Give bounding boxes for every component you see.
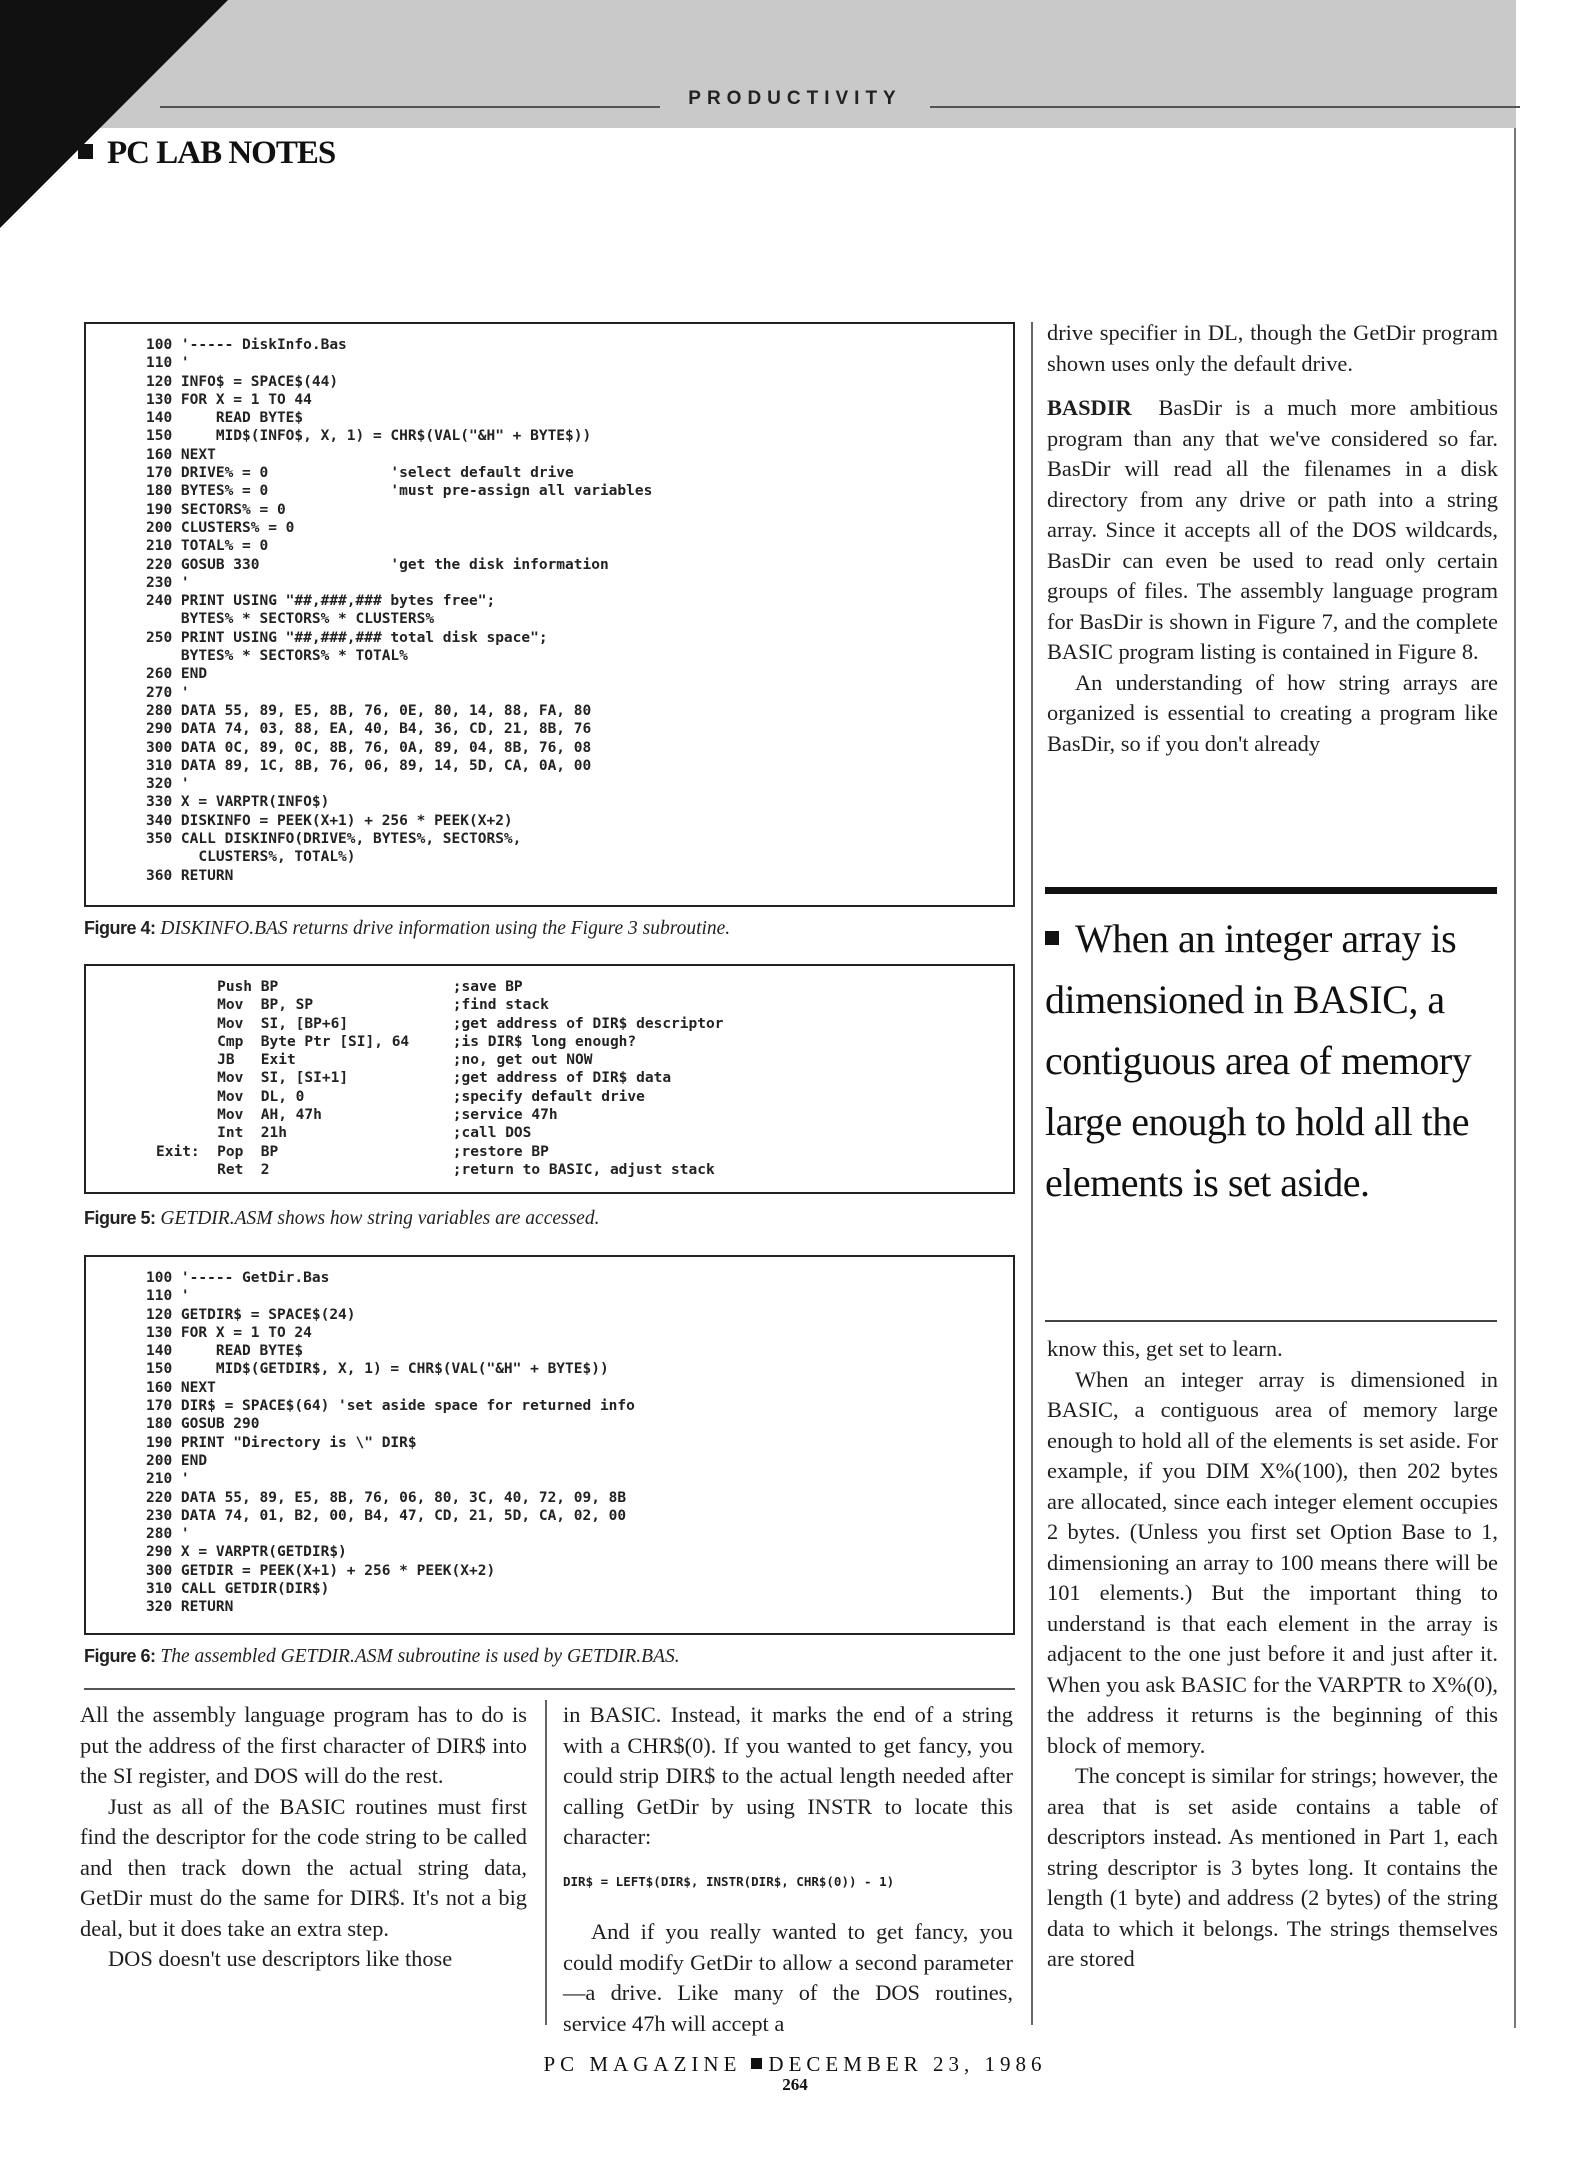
section-title [78, 135, 335, 172]
figure-5-caption-text: GETDIR.ASM shows how string variables are accessed. [160, 1208, 600, 1229]
figure-5-code: Push BP ;save BP Mov BP, SP ;find stack Mov SI, [BP+6] ;get address of DIR$ descriptor Cmp Byte Ptr [SI], 64 ;is DIR$ long enough? JB Exit ;no, get out NOW Mov SI, [SI+1] ;get address of DIR$ data Mov DL, 0 ;specify default drive Mov AH, 47h ;service 47h Int 21h ;call DOS Exit: Pop BP ;restore BP Ret 2 ;return to BASIC, adjust stack [156, 979, 724, 1178]
figure-6-caption-text: The assembled GETDIR.ASM subroutine is used by GETDIR.BAS. [160, 1646, 680, 1667]
column-1 [80, 1700, 527, 1975]
figure-6-listing-box [84, 1255, 1015, 1635]
col2-inline-code: DIR$ = LEFT$(DIR$, INSTR(DIR$, CHR$(0)) - 1) [563, 1873, 895, 1889]
figure-6-caption-label: Figure 6: [84, 1646, 156, 1666]
figure-5-listing-box [84, 964, 1015, 1194]
footer-date: DECEMBER 23, 1986 [768, 2052, 1047, 2076]
col2-paragraph-1: in BASIC. Instead, it marks the end of a string with a CHR$(0). If you wanted to get fancy, you could strip DIR$ to the actual length needed after calling GetDir by using INSTR to locate this character: [563, 1702, 1013, 1849]
figure-4-code: 100 '----- DiskInfo.Bas 110 ' 120 INFO$ = SPACE$(44) 130 FOR X = 1 TO 44 140 READ BYTE$ 150 MID$(INFO$, X, 1) = CHR$(VAL("&H" + BYTE$)) 160 NEXT 170 DRIVE% = 0 'select default drive 180 BYTES% = 0 'must pre-assign all variables 190 SECTORS% = 0 200 CLUSTERS% = 0 210 TOTAL% = 0 220 GOSUB 330 'get the disk information 230 ' 240 PRINT USING "##,###,### bytes free"; BYTES% * SECTORS% * CLUSTERS% 250 PRINT USING "##,###,### total disk space"; BYTES% * SECTORS% * TOTAL% 260 END 270 ' 280 DATA 55, 89, E5, 8B, 76, 0E, 80, 14, 88, FA, 80 290 DATA 74, 03, 88, EA, 40, B4, 36, CD, 21, 8B, 76 300 DATA 0C, 89, 0C, 8B, 76, 0A, 89, 04, 8B, 76, 08 310 DATA 89, 1C, 8B, 76, 06, 89, 14, 5D, CA, 0A, 00 320 ' 330 X = VARPTR(INFO$) 340 DISKINFO = PEEK(X+1) + 256 * PEEK(X+2) 350 CALL DISKINFO(DRIVE%, BYTES%, SECTORS%, CLUSTERS%, TOTAL%) 360 RETURN [146, 337, 653, 884]
pull-quote-bottom-rule [1045, 1320, 1497, 1322]
col3-paragraph-6: The concept is similar for strings; however, the area that is set aside contains a table of descriptors instead. As mentioned in Part 1, each string descriptor is 3 bytes long. It contains the length (1 byte) and address (2 bytes) of the string data to which it belongs. The strings themselves are stored [1047, 1763, 1498, 1971]
column-3-top [1047, 318, 1498, 759]
figure-5-caption-label: Figure 5: [84, 1208, 156, 1228]
basdir-heading: BASDIR [1047, 395, 1132, 420]
bullet-square-icon [78, 144, 93, 159]
col3-paragraph-1: drive specifier in DL, though the GetDir program shown uses only the default drive. [1047, 320, 1498, 376]
corner-tab [0, 0, 228, 228]
figure-6-caption [84, 1646, 1015, 1668]
col3-paragraph-3: An understanding of how string arrays are organized is essential to creating a program like BasDir, so if you don't already [1047, 669, 1498, 756]
footer-magazine: PC MAGAZINE [543, 2052, 742, 2076]
column-divider-1 [545, 1700, 547, 2025]
column-divider-2 [1031, 322, 1033, 2025]
right-margin-rule [1514, 128, 1516, 2028]
footer-bullet-icon [751, 2058, 762, 2069]
figure-5-caption [84, 1208, 1015, 1230]
pull-quote [1045, 908, 1500, 1213]
column-3-bottom [1047, 1334, 1498, 1975]
pull-quote-top-rule [1045, 887, 1497, 894]
pull-quote-text: When an integer array is dimensioned in BASIC, a contiguous area of memory large enough to hold all the elements is set aside. [1045, 916, 1472, 1205]
column-2 [563, 1700, 1013, 2039]
col2-paragraph-2: And if you really wanted to get fancy, you could modify GetDir to allow a second parameter—a drive. Like many of the DOS routines, service 47h will accept a [563, 1919, 1013, 2036]
figure-6-code: 100 '----- GetDir.Bas 110 ' 120 GETDIR$ = SPACE$(24) 130 FOR X = 1 TO 24 140 READ BYTE$ 150 MID$(GETDIR$, X, 1) = CHR$(VAL("&H" + BYTE$)) 160 NEXT 170 DIR$ = SPACE$(64) 'set aside space for returned info 180 GOSUB 290 190 PRINT "Directory is \" DIR$ 200 END 210 ' 220 DATA 55, 89, E5, 8B, 76, 06, 80, 3C, 40, 72, 09, 8B 230 DATA 74, 01, B2, 00, B4, 47, CD, 21, 5D, CA, 02, 00 280 ' 290 X = VARPTR(GETDIR$) 300 GETDIR = PEEK(X+1) + 256 * PEEK(X+2) 310 CALL GETDIR(DIR$) 320 RETURN [146, 1270, 635, 1616]
col1-paragraph-1: All the assembly language program has to do is put the address of the first character of DIR$ into the SI register, and DOS will do the rest. [80, 1702, 527, 1788]
col3-paragraph-5: When an integer array is dimensioned in BASIC, a contiguous area of memory large enough to hold all of the elements is set aside. For example, if you DIM X%(100), then 202 bytes are allocated, since each integer element occupies 2 bytes. (Unless you first set Option Base to 1, dimensioning an array to 100 means there will be 101 elements.) But the important thing to understand is that each element in the array is adjacent to the one just before it and just after it. When you ask BASIC for the VARPTR to X%(0), the address it returns is the beginning of this block of memory. [1047, 1366, 1498, 1758]
figure-4-caption [84, 918, 1015, 940]
section-title-text: PC LAB NOTES [107, 135, 336, 171]
kicker-label: PRODUCTIVITY [660, 88, 930, 110]
col3-paragraph-2 [1047, 393, 1498, 668]
col1-paragraph-2: Just as all of the BASIC routines must first find the descriptor for the code string to be called and then track down the actual string data, GetDir must do the same for DIR$. It's not a big deal, but it does take an extra step. [80, 1793, 527, 1941]
figure-4-caption-text: DISKINFO.BAS returns drive information using the Figure 3 subroutine. [160, 918, 731, 939]
pull-quote-bullet-icon [1045, 931, 1059, 945]
page-number: 264 [782, 2075, 808, 2094]
figures-bottom-rule [84, 1688, 1015, 1690]
col3-paragraph-2-text: BasDir is a much more ambitious program than any that we've considered so far. BasDir will read all the filenames in a disk directory from any drive or path into a string array. Since it accepts all of the DOS wildcards, BasDir can even be used to read only certain groups of files. The assembly language program for BasDir is shown in Figure 7, and the complete BASIC program listing is contained in Figure 8. [1047, 395, 1498, 664]
col1-paragraph-3: DOS doesn't use descriptors like those [108, 1946, 453, 1971]
figure-4-listing-box [84, 322, 1015, 907]
page-footer [0, 2052, 1590, 2077]
figure-4-caption-label: Figure 4: [84, 918, 156, 938]
col3-paragraph-4: know this, get set to learn. [1047, 1336, 1283, 1361]
